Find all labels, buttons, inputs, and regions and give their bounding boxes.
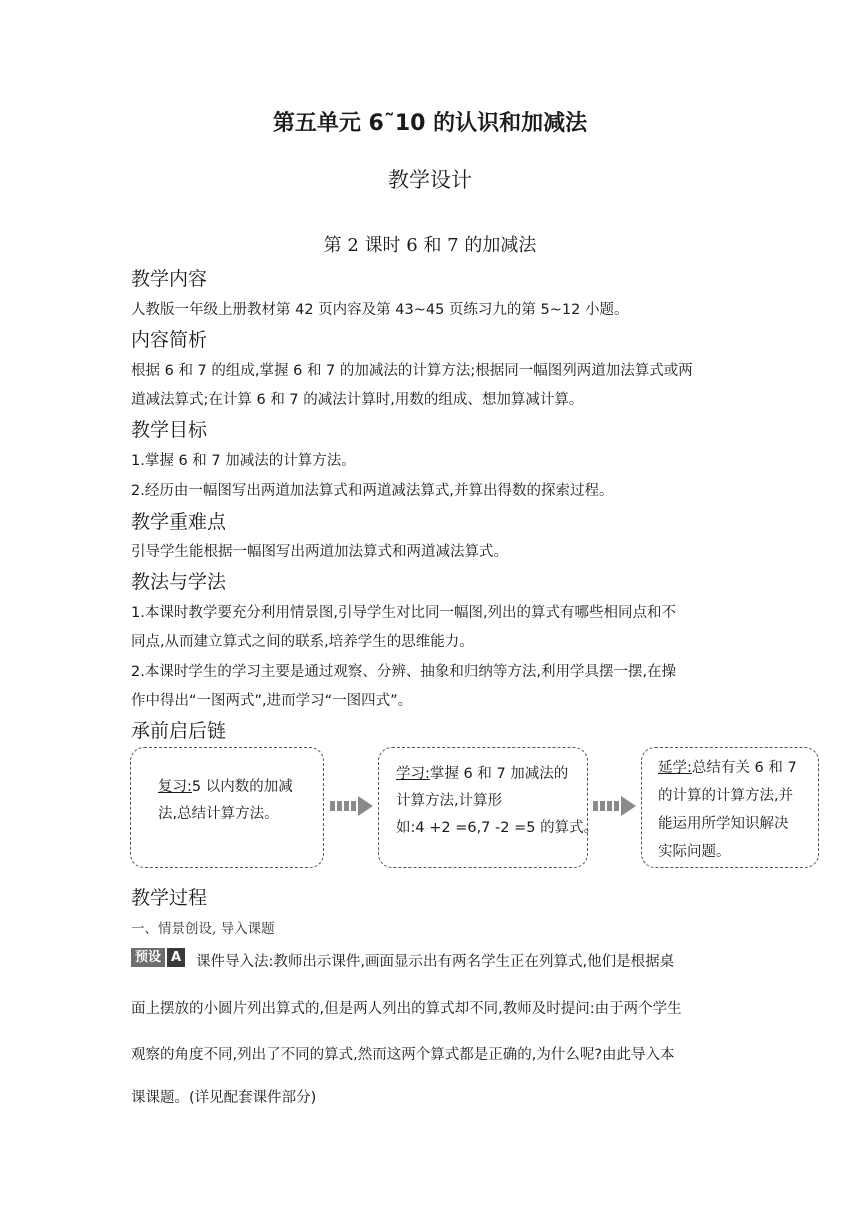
chain-box-extend [641,747,819,868]
chain-box-learn-line-3: 如:4 +2 =6,7 -2 =5 的算式。 [396,820,599,836]
lesson-title: 第 2 课时 6 和 7 的加减法 [323,235,537,256]
process-line-4: 课课题。(详见配套课件部分) [131,1090,317,1106]
section-heading-analysis: 内容简析 [131,329,208,351]
document-subtitle: 教学设计 [388,168,472,192]
preset-badge-label: 预设 [131,948,165,967]
method-2-line-2: 作中得出“一图两式”,进而学习“一图四式”。 [131,693,413,709]
goal-1: 1.掌握 6 和 7 加减法的计算方法。 [131,453,356,469]
chain-box-review-line-2: 法,总结计算方法。 [158,806,279,822]
chain-box-review-label: 复习: [158,779,192,795]
section-heading-goals: 教学目标 [131,419,208,441]
chain-box-learn-label: 学习: [396,766,430,782]
analysis-line-1: 根据 6 和 7 的组成,掌握 6 和 7 的加减法的计算方法;根据同一幅图列两道加法算式或两 [131,363,693,379]
section-heading-chain: 承前启后链 [131,720,227,742]
chain-box-extend-line-4: 实际问题。 [658,844,731,860]
goal-2: 2.经历由一幅图写出两道加法算式和两道减法算式,并算出得数的探索过程。 [131,483,614,499]
chain-box-extend-line-1: 延学:总结有关 6 和 7 [658,760,797,776]
method-1-line-2: 同点,从而建立算式之间的联系,培养学生的思维能力。 [131,634,474,650]
section-heading-process: 教学过程 [131,887,208,909]
process-line-1: 课件导入法:教师出示课件,画面显示出有两名学生正在列算式,他们是根据桌 [196,954,675,970]
chain-arrow-1-icon [330,796,374,820]
chain-box-extend-line-2: 的计算的计算方法,并 [658,788,794,804]
unit-title: 第五单元 6˜10 的认识和加减法 [272,111,588,136]
preset-badge-letter: A [167,948,185,967]
section-heading-content: 教学内容 [131,268,208,290]
content-text: 人教版一年级上册教材第 42 页内容及第 43~45 页练习九的第 5~12 小题。 [131,302,629,318]
method-2-line-1: 2.本课时学生的学习主要是通过观察、分辨、抽象和归纳等方法,利用学具摆一摆,在操 [131,664,677,680]
section-heading-methods: 教法与学法 [131,571,227,593]
chain-box-extend-line-3: 能运用所学知识解决 [658,816,789,832]
section-heading-key-points: 教学重难点 [131,511,227,533]
preset-a-badge [131,948,185,967]
chain-box-learn-line-2: 计算方法,计算形 [396,793,503,809]
method-1-line-1: 1.本课时教学要充分利用情景图,引导学生对比同一幅图,列出的算式有哪些相同点和不 [131,605,677,621]
chain-box-learn [378,747,599,868]
analysis-line-2: 道减法算式;在计算 6 和 7 的减法计算时,用数的组成、想加算减计算。 [131,392,584,408]
chain-box-learn-line-1: 学习:掌握 6 和 7 加减法的 [396,766,569,782]
process-line-2: 面上摆放的小圆片列出算式的,但是两人列出的算式却不同,教师及时提问:由于两个学生 [131,1001,682,1017]
process-subheading: 一、情景创设, 导入课题 [131,921,275,937]
chain-box-review [130,747,324,868]
process-line-3: 观察的角度不同,列出了不同的算式,然而这两个算式都是正确的,为什么呢?由此导入本 [131,1047,675,1063]
chain-arrow-2-icon [593,796,637,820]
key-points-text: 引导学生能根据一幅图写出两道加法算式和两道减法算式。 [131,544,508,560]
chain-box-extend-label: 延学: [658,760,692,776]
chain-box-review-line-1: 复习:5 以内数的加减 [158,779,293,795]
